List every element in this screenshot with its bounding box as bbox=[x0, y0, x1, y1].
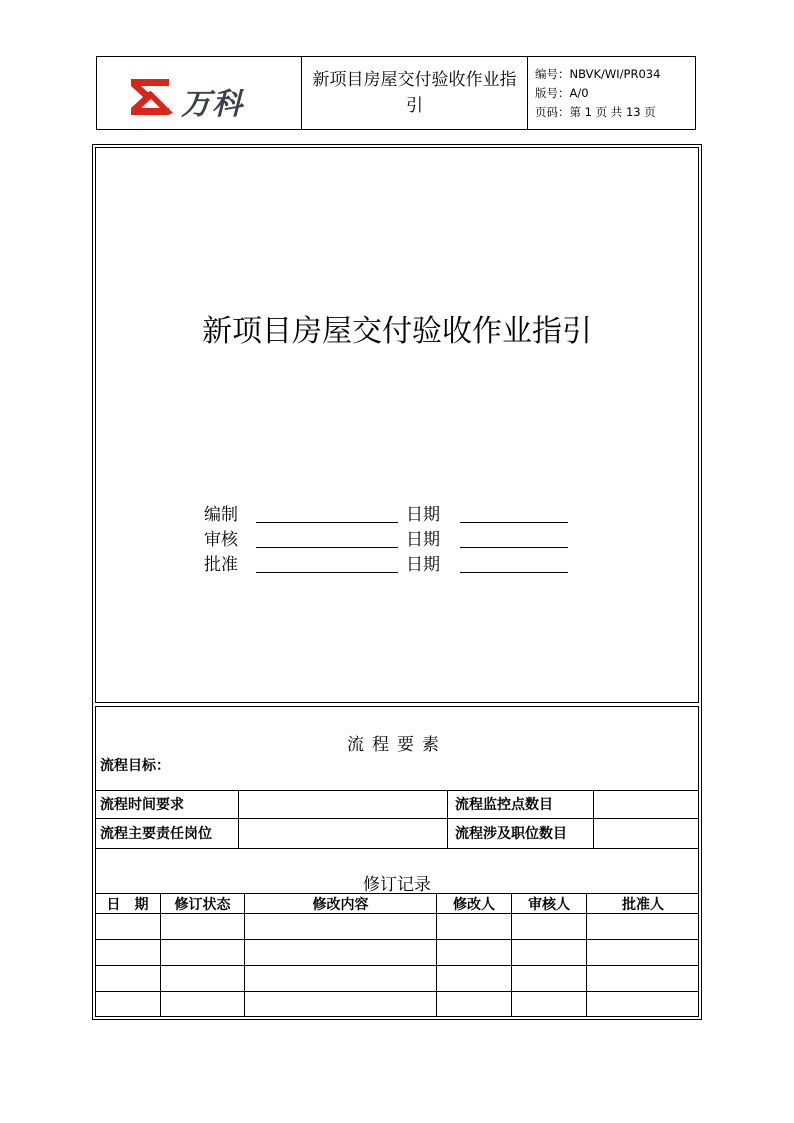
flow-owner-value[interactable] bbox=[239, 819, 446, 847]
table-row[interactable] bbox=[95, 992, 699, 1017]
doc-number: 编号：NBVK/WI/PR034 bbox=[535, 67, 661, 81]
sig-line-approve[interactable] bbox=[256, 572, 398, 573]
logo-text: 万科 bbox=[181, 87, 243, 122]
divider bbox=[95, 848, 699, 849]
sig-date-line-review[interactable] bbox=[460, 547, 568, 548]
revision-col-reviewer: 审核人 bbox=[528, 897, 570, 913]
document-header bbox=[96, 56, 696, 130]
sig-date-line-approve[interactable] bbox=[460, 572, 568, 573]
cover-panel bbox=[95, 147, 699, 703]
doc-version: 版号：A/0 bbox=[535, 86, 589, 100]
flow-positions-value[interactable] bbox=[594, 819, 698, 847]
flow-owner-label: 流程主要责任岗位 bbox=[100, 826, 212, 842]
sig-role-compile: 编制 bbox=[204, 505, 238, 525]
divider bbox=[447, 790, 448, 848]
sig-date-label-approve: 日期 bbox=[406, 555, 440, 575]
sig-date-label-compile: 日期 bbox=[406, 505, 440, 525]
sig-date-label-review: 日期 bbox=[406, 530, 440, 550]
flow-time-label: 流程时间要求 bbox=[100, 797, 184, 813]
vanke-logo-icon bbox=[129, 77, 175, 117]
sig-role-approve: 批准 bbox=[204, 555, 238, 575]
vanke-logo bbox=[97, 57, 302, 129]
revision-section-title: 修订记录 bbox=[363, 875, 431, 895]
revision-col-date: 日 期 bbox=[106, 897, 149, 913]
sig-line-review[interactable] bbox=[256, 547, 398, 548]
header-title: 新项目房屋交付验收作业指引 bbox=[302, 57, 528, 129]
flow-monitor-value[interactable] bbox=[594, 791, 698, 817]
revision-col-modifier: 修改人 bbox=[453, 897, 495, 913]
flow-monitor-label: 流程监控点数目 bbox=[455, 797, 553, 813]
sig-date-line-compile[interactable] bbox=[460, 522, 568, 523]
sig-line-compile[interactable] bbox=[256, 522, 398, 523]
revision-col-status: 修订状态 bbox=[174, 897, 231, 913]
table-row[interactable] bbox=[95, 914, 699, 939]
page-info: 页码：第 1 页 共 13 页 bbox=[535, 105, 656, 119]
flow-positions-label: 流程涉及职位数目 bbox=[455, 826, 567, 842]
table-row[interactable] bbox=[95, 966, 699, 991]
sig-role-review: 审核 bbox=[204, 530, 238, 550]
table-row[interactable] bbox=[95, 940, 699, 965]
flow-section-title: 流程要素 bbox=[347, 735, 447, 755]
flow-time-value[interactable] bbox=[239, 791, 446, 817]
document-title: 新项目房屋交付验收作业指引 bbox=[202, 314, 592, 349]
flow-goal-label: 流程目标： bbox=[100, 758, 170, 774]
revision-col-approver: 批准人 bbox=[622, 897, 664, 913]
header-meta bbox=[529, 57, 695, 129]
revision-col-content: 修改内容 bbox=[312, 897, 369, 913]
